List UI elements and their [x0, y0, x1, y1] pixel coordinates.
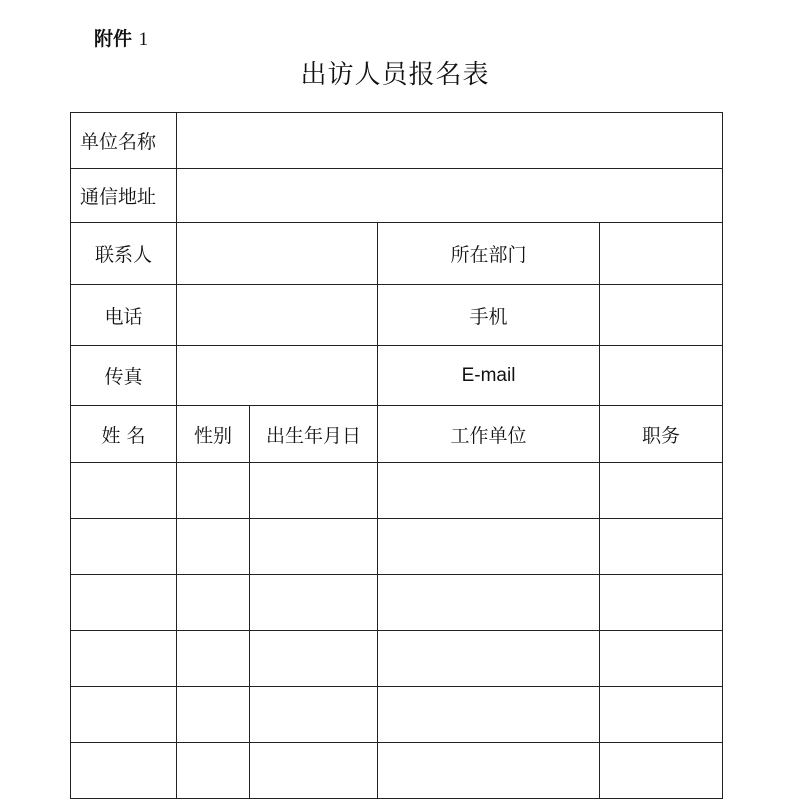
mobile-label: 手机: [378, 285, 600, 346]
member-position-cell[interactable]: [600, 519, 723, 575]
column-header-name: 姓 名: [71, 406, 177, 463]
row-address: [71, 169, 723, 223]
member-gender-cell[interactable]: [177, 519, 250, 575]
member-workplace-cell[interactable]: [378, 519, 600, 575]
unit-name-field[interactable]: [177, 113, 723, 169]
member-name-cell[interactable]: [71, 743, 177, 799]
unit-name-label: 单位名称: [71, 113, 177, 169]
member-row: [71, 463, 723, 519]
member-workplace-cell[interactable]: [378, 463, 600, 519]
member-birthdate-cell[interactable]: [250, 631, 378, 687]
mobile-field[interactable]: [600, 285, 723, 346]
address-field[interactable]: [177, 169, 723, 223]
row-fax: [71, 346, 723, 406]
email-field[interactable]: [600, 346, 723, 406]
registration-form: [70, 112, 723, 799]
department-field[interactable]: [600, 223, 723, 285]
row-phone: [71, 285, 723, 346]
member-position-cell[interactable]: [600, 463, 723, 519]
column-header-gender: 性别: [177, 406, 250, 463]
member-gender-cell[interactable]: [177, 463, 250, 519]
member-birthdate-cell[interactable]: [250, 575, 378, 631]
department-label: 所在部门: [378, 223, 600, 285]
member-position-cell[interactable]: [600, 631, 723, 687]
member-position-cell[interactable]: [600, 687, 723, 743]
phone-field[interactable]: [177, 285, 378, 346]
column-header-birthdate: 出生年月日: [250, 406, 378, 463]
fax-field[interactable]: [177, 346, 378, 406]
member-gender-cell[interactable]: [177, 575, 250, 631]
member-gender-cell[interactable]: [177, 631, 250, 687]
phone-label: 电话: [71, 285, 177, 346]
member-workplace-cell[interactable]: [378, 631, 600, 687]
attachment-label: [94, 24, 148, 51]
member-birthdate-cell[interactable]: [250, 687, 378, 743]
contact-label: 联系人: [71, 223, 177, 285]
member-name-cell[interactable]: [71, 519, 177, 575]
member-name-cell[interactable]: [71, 687, 177, 743]
member-birthdate-cell[interactable]: [250, 743, 378, 799]
member-workplace-cell[interactable]: [378, 687, 600, 743]
member-workplace-cell[interactable]: [378, 575, 600, 631]
member-birthdate-cell[interactable]: [250, 463, 378, 519]
member-name-cell[interactable]: [71, 463, 177, 519]
fax-label: 传真: [71, 346, 177, 406]
column-header-workplace: 工作单位: [378, 406, 600, 463]
member-row: [71, 687, 723, 743]
row-contact: [71, 223, 723, 285]
row-unit-name: [71, 113, 723, 169]
member-row: [71, 743, 723, 799]
email-label: E-mail: [378, 346, 600, 406]
member-workplace-cell[interactable]: [378, 743, 600, 799]
attachment-text: 附件: [94, 28, 133, 50]
attachment-number: 1: [138, 29, 149, 50]
column-header-position: 职务: [600, 406, 723, 463]
member-gender-cell[interactable]: [177, 687, 250, 743]
member-row: [71, 631, 723, 687]
page-title: 出访人员报名表: [300, 60, 490, 90]
address-label: 通信地址: [71, 169, 177, 223]
member-birthdate-cell[interactable]: [250, 519, 378, 575]
members-header-row: [71, 406, 723, 463]
member-position-cell[interactable]: [600, 743, 723, 799]
member-position-cell[interactable]: [600, 575, 723, 631]
member-row: [71, 575, 723, 631]
member-row: [71, 519, 723, 575]
member-name-cell[interactable]: [71, 631, 177, 687]
contact-field[interactable]: [177, 223, 378, 285]
member-gender-cell[interactable]: [177, 743, 250, 799]
member-name-cell[interactable]: [71, 575, 177, 631]
